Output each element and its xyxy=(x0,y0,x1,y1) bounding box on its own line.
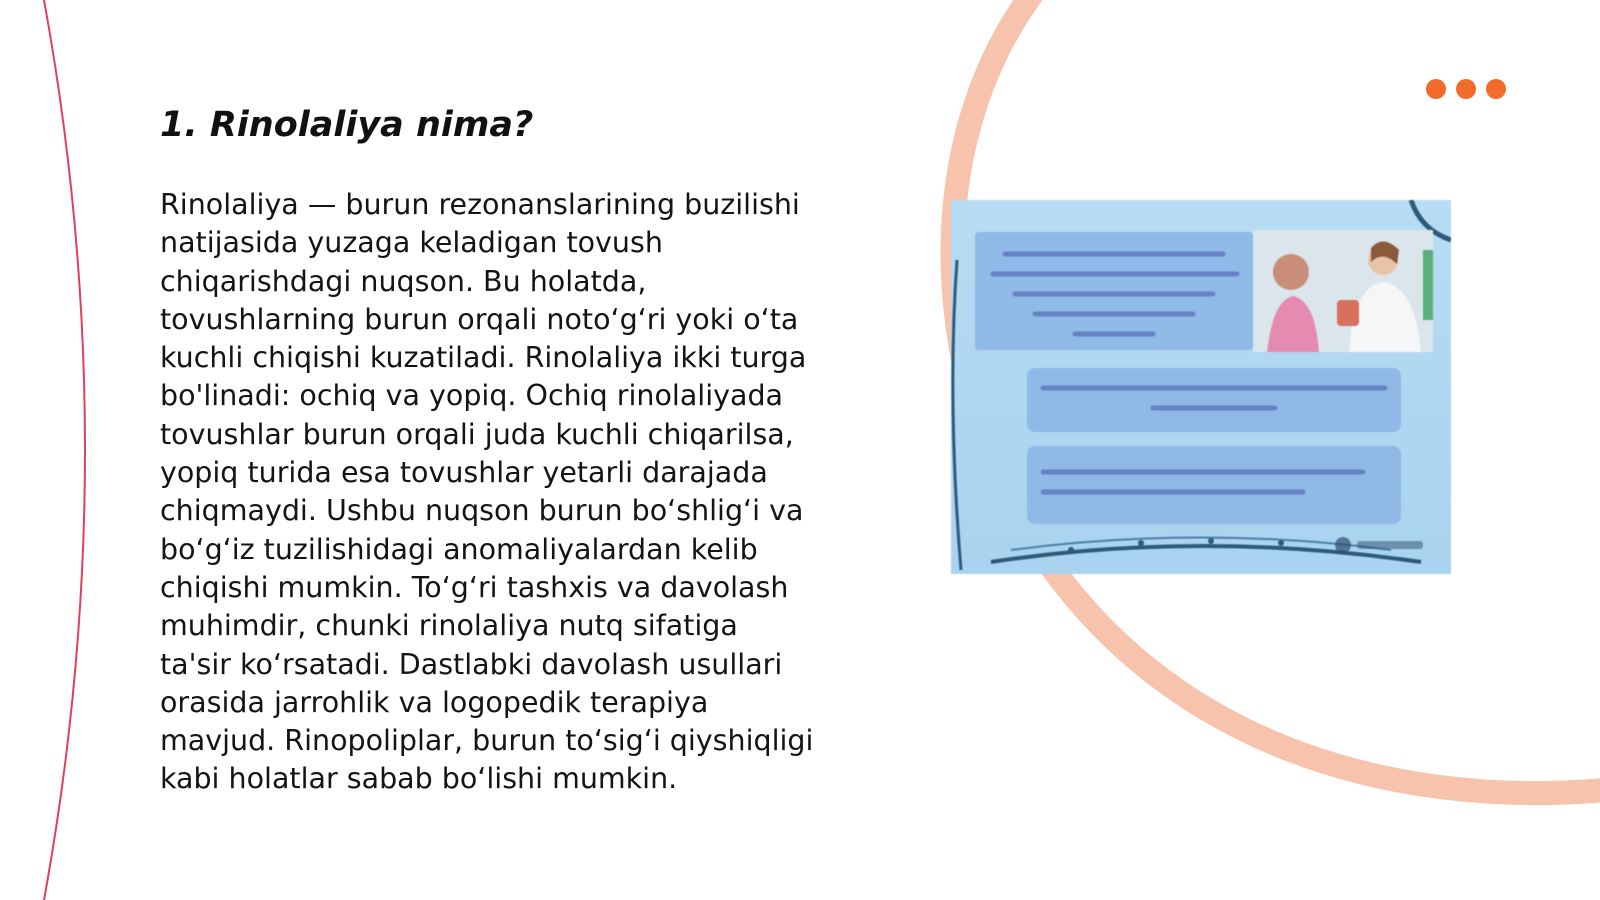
blurred-text-lines xyxy=(1041,464,1391,504)
figure-text-box xyxy=(1027,368,1401,432)
illustration-image xyxy=(951,200,1451,574)
blurred-text-lines xyxy=(975,242,1253,342)
body-line: muhimdir, chunki rinolaliya nutq sifatiga xyxy=(160,609,738,643)
body-line: natijasida yuzaga keladigan tovush xyxy=(160,226,663,260)
body-line: bo'linadi: ochiq va yopiq. Ochiq rinolaliyada xyxy=(160,379,784,413)
dot-icon xyxy=(1456,79,1476,99)
slide-title: 1. Rinolaliya nima? xyxy=(160,105,534,145)
photo-shapes xyxy=(1253,230,1433,352)
body-line: orasida jarrohlik va logopedik terapiya xyxy=(160,685,709,719)
figure-logo xyxy=(1333,535,1433,559)
body-line: bo‘g‘iz tuzilishidagi anomaliyalardan kelib xyxy=(160,532,758,566)
body-line: yopiq turida esa tovushlar yetarli darajada xyxy=(160,456,768,490)
body-line: kabi holatlar sabab bo‘lishi mumkin. xyxy=(160,762,678,796)
blurred-text-lines xyxy=(1027,380,1401,420)
body-line: ta'sir ko‘rsatadi. Dastlabki davolash usullari xyxy=(160,647,783,681)
slide-body-text xyxy=(160,186,850,799)
dot-icon xyxy=(1486,79,1506,99)
body-line: mavjud. Rinopoliplar, burun to‘sig‘i qiyshiqligi xyxy=(160,724,814,758)
body-line: kuchli chiqishi kuzatiladi. Rinolaliya ikki turga xyxy=(160,341,807,375)
figure-text-box xyxy=(975,232,1253,350)
body-line: Rinolaliya — burun rezonanslarining buzilishi xyxy=(160,188,800,221)
figure-text-box xyxy=(1027,446,1401,524)
more-horizontal-icon xyxy=(1426,79,1506,99)
left-red-curve xyxy=(44,0,85,900)
photo-child-and-doctor xyxy=(1253,230,1433,352)
body-line: tovushlar burun orqali juda kuchli chiqarilsa, xyxy=(160,417,794,451)
body-line: chiqmaydi. Ushbu nuqson burun bo‘shlig‘i va xyxy=(160,494,804,528)
logo-mark xyxy=(1333,535,1433,555)
dot-icon xyxy=(1426,79,1446,99)
body-line: tovushlarning burun orqali noto‘g‘ri yoki o‘ta xyxy=(160,302,799,336)
body-line: chiqarishdagi nuqson. Bu holatda, xyxy=(160,264,647,298)
body-line: chiqishi mumkin. To‘g‘ri tashxis va davolash xyxy=(160,570,789,604)
